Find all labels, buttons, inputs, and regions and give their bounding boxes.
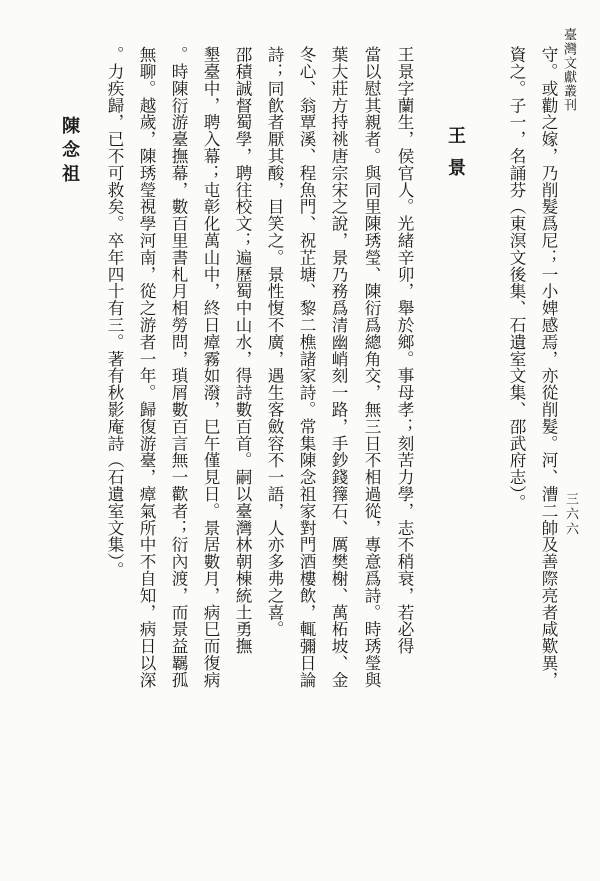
text-column: 王景字蘭生，侯官人。光緒辛卯，舉於鄉。事母孝；刻苦力學，志不稍衰，若必得	[395, 46, 414, 655]
text-column: 。力疾歸，已不可救矣。卒年四十有三。著有秋影庵詩（石遺室文集）。	[105, 46, 124, 579]
text-column: 資之。子一，名誦芬（東溟文後集、石遺室文集、邵武府志）。	[507, 46, 526, 511]
text-column: 無聊。越歲，陳琇瑩視學河南，從之游者一年。歸復游臺，瘴氣所中不自知，病日以深	[137, 46, 156, 689]
running-header: 臺灣文獻叢刊	[561, 28, 576, 112]
text-column: 墾臺中，聘入幕；屯彰化萬山中，終日瘴霧如潑，巳午僅見日。景居數月，病巳而復病	[201, 46, 220, 689]
section-heading: 陳念祖	[59, 116, 80, 188]
text-column: 邵積誠督蜀學，聘往校文；遍歷蜀中山水，得詩數百首。嗣以臺灣林朝棟統土勇撫	[233, 46, 252, 655]
text-column: 詩；同飮者厭其酸，目笑之。景性愎不廣，遇生客斂容不一語，人亦多弗之喜。	[265, 46, 284, 638]
section-heading: 王景	[445, 126, 466, 190]
text-column: 守。或勸之嫁，乃削髮爲尼；一小婢感焉，亦從削髮。河、漕二帥及善際亮者咸歎異，	[539, 46, 558, 689]
page-number: 三六六	[563, 492, 578, 537]
text-column: 葉大莊方持祧唐宗宋之說，景乃務爲清幽峭刻一路，手鈔錢籜石、厲樊榭、萬柘坡、金	[329, 46, 348, 689]
text-column: 。時陳衍游臺撫幕，數百里書札月相勞問，瑣屑數百言無一歡者；衍內渡，而景益羈孤	[169, 46, 188, 689]
text-column: 冬心、翁覃溪、程魚門、祝芷塘、黎二樵諸家詩。常集陳念祖家對門酒樓飲，輒彌日論	[297, 46, 316, 689]
text-column: 當以慰其親者。與同里陳琇瑩、陳衍爲總角交，無三日不相過從，專意爲詩。時琇瑩與	[362, 46, 381, 689]
